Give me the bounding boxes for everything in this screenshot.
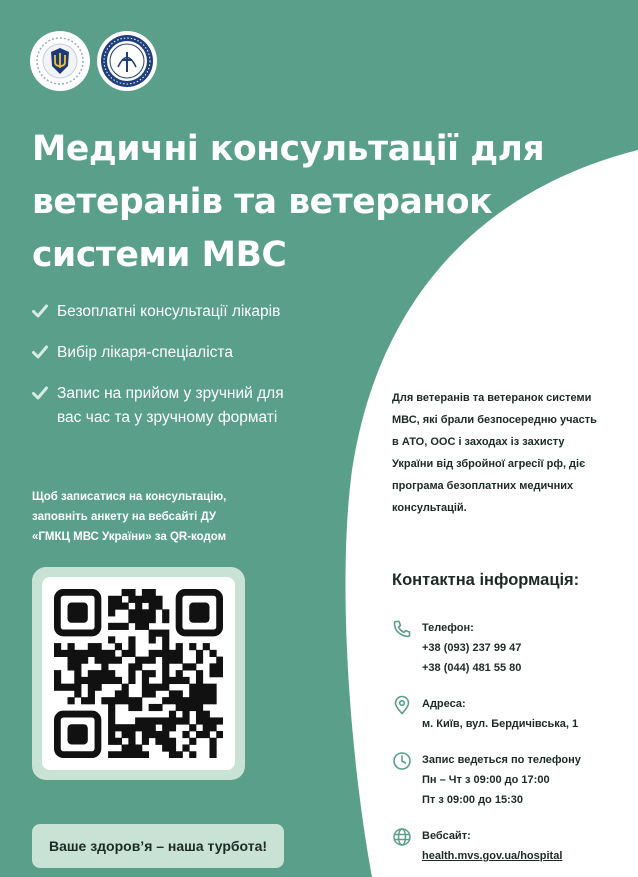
- benefit-text: вас час та у зручному форматі: [57, 409, 278, 426]
- phone-number[interactable]: +38 (044) 481 55 80: [422, 662, 522, 674]
- title-line: системи МВС: [32, 235, 287, 275]
- website-link[interactable]: health.mvs.gov.ua/hospital: [422, 850, 563, 862]
- program-description: [392, 387, 612, 519]
- cta-line: Щоб записатися на консультацію,: [32, 491, 227, 503]
- benefit-text: Вибір лікаря-спеціаліста: [57, 344, 233, 361]
- address-value: м. Київ, вул. Бердичівська, 1: [422, 718, 579, 730]
- phone-icon: [392, 619, 412, 639]
- description-line: Для ветеранів та ветеранок системи: [392, 392, 592, 404]
- map-pin-icon: [392, 695, 412, 715]
- cta-line: заповніть анкету на вебсайті ДУ: [32, 511, 217, 523]
- slogan-banner: [32, 824, 284, 868]
- benefit-item: [32, 341, 332, 365]
- benefit-item: [32, 300, 332, 324]
- description-line: МВС, які брали безпосередню участь: [392, 414, 597, 426]
- phone-number[interactable]: +38 (093) 237 99 47: [422, 642, 522, 654]
- qr-code-frame[interactable]: [42, 577, 235, 770]
- qr-card: [32, 567, 245, 780]
- benefit-text: Запис на прийом у зручний для: [57, 385, 284, 402]
- address-label: Адреса:: [422, 698, 466, 710]
- check-icon: [32, 304, 48, 318]
- description-line: програма безоплатних медичних: [392, 480, 574, 492]
- benefit-text: Безоплатні консультації лікарів: [57, 303, 281, 320]
- title-line: ветеранів та ветеранок: [32, 182, 493, 222]
- check-icon: [32, 386, 48, 400]
- hospital-round-emblem-icon: [100, 34, 154, 88]
- trident-shield-emblem-icon: [35, 36, 85, 86]
- title-line: Медичні консультації для: [32, 129, 545, 169]
- qr-finder-icon: [179, 592, 220, 633]
- qr-finder-icon: [57, 714, 98, 755]
- contact-address: [392, 694, 632, 734]
- mvs-emblem-logo: [30, 31, 90, 91]
- schedule-hours: Пн – Чт з 09:00 до 17:00: [422, 774, 550, 786]
- slogan-text: Ваше здоров’я – наша турбота!: [48, 838, 268, 854]
- cta-line: «ГМКЦ МВС України» за QR-кодом: [32, 531, 227, 543]
- benefits-list: [32, 300, 332, 430]
- qr-code-icon[interactable]: [54, 589, 223, 758]
- page-title: [32, 123, 552, 282]
- description-line: консультацій.: [392, 502, 467, 514]
- contacts-heading: Контактна інформація:: [392, 571, 580, 589]
- check-icon: [32, 345, 48, 359]
- hospital-logo: [97, 31, 157, 91]
- schedule-hours: Пт з 09:00 до 15:30: [422, 794, 523, 806]
- contact-website: [392, 826, 632, 866]
- description-line: в АТО, ООС і заходах із захисту: [392, 436, 565, 448]
- registration-instructions: [32, 487, 292, 547]
- qr-finder-icon: [57, 592, 98, 633]
- website-label: Вебсайт:: [422, 830, 471, 842]
- clock-icon: [392, 751, 412, 771]
- globe-icon: [392, 827, 412, 847]
- description-line: України від збройної агресії рф, діє: [392, 458, 586, 470]
- contact-schedule: [392, 750, 632, 810]
- contact-phone: [392, 618, 632, 678]
- benefit-item: [32, 382, 332, 430]
- schedule-label: Запис ведеться по телефону: [422, 754, 581, 766]
- phone-label: Телефон:: [422, 622, 474, 634]
